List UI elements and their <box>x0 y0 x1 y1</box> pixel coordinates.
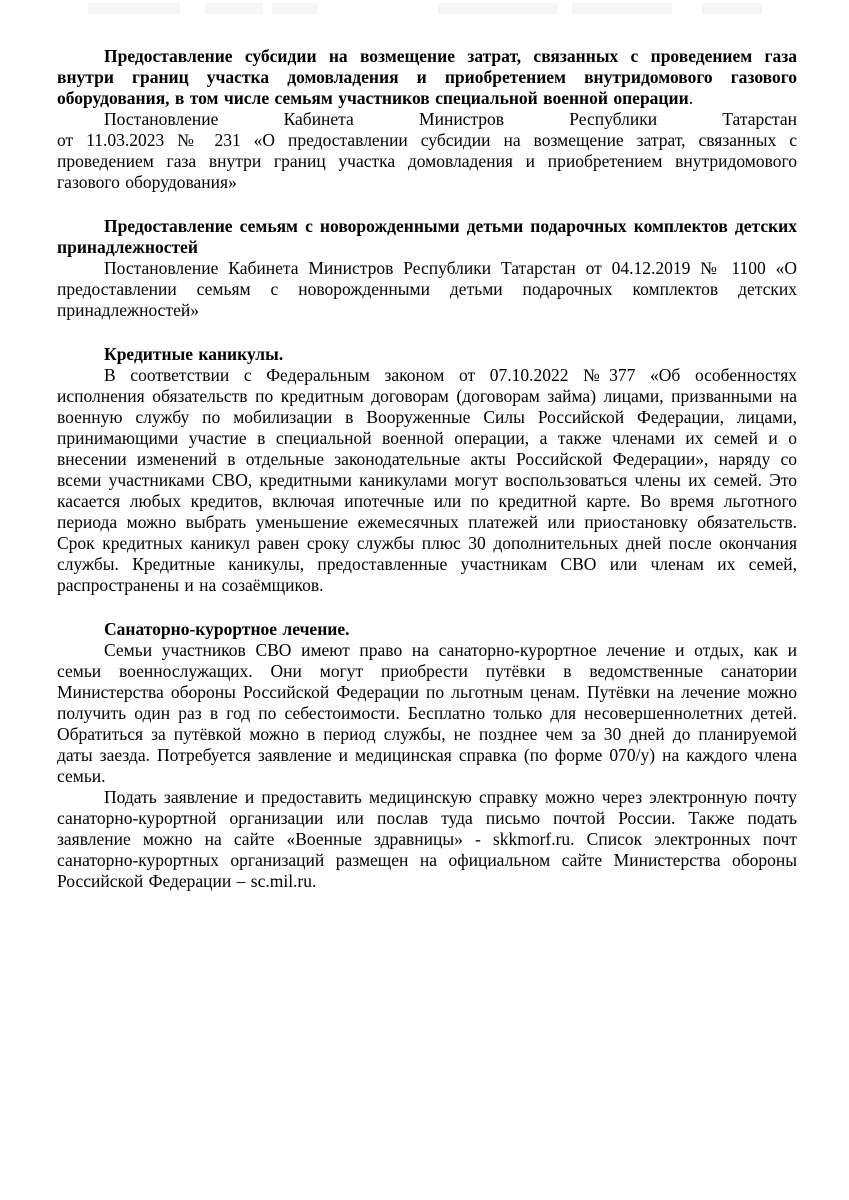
heading-credit-holidays: Кредитные каникулы. <box>104 344 284 364</box>
heading-sanatorium-treatment: Санаторно-курортное лечение. <box>104 619 350 639</box>
section-sanatorium-treatment <box>57 619 797 892</box>
paragraph-sanatorium-application: Подать заявление и предоставить медицинскую справку можно через электронную почту санаторно-курортной организации или послав туда письмо почтой России. Также подать заявление можно на сайте «Военные здравницы» - skkmorf.ru. Список электронных почт санаторно-курортных организаций размещен на официальном сайте Министерства обороны Российской Федерации – sc.mil.ru. <box>57 787 797 891</box>
remnant-fragment <box>572 3 672 14</box>
heading-gas-subsidy-text: Предоставление субсидии на возмещение затрат, связанных с проведением газа внутри границ участка домовладения и приобретением внутридомового газового оборудования, в том числе семьям участников специальной военной операции <box>57 46 797 108</box>
section-gas-subsidy <box>57 46 797 193</box>
paragraph-sanatorium-rights: Семьи участников СВО имеют право на санаторно-курортное лечение и отдых, как и семьи военнослужащих. Они могут приобрести путёвки в ведомственные санатории Министерства обороны Российской Федерации по льготным ценам. Путёвки на лечение можно получить один раз в год по себестоимости. Бесплатно только для несовершеннолетних детей. Обратиться за путёвкой можно в период службы, не позднее чем за 30 дней до планируемой даты заезда. Потребуется заявление и медицинская справка (по форме 070/у) на каждого члена семьи. <box>57 640 797 786</box>
paragraph-decree-1100: Постановление Кабинета Министров Республики Татарстан от 04.12.2019 № 1100 «О предоставлении семьям с новорожденными детьми подарочных комплектов детских принадлежностей» <box>57 258 797 320</box>
heading-gas-subsidy-period: . <box>688 88 694 108</box>
remnant-fragment <box>205 3 263 14</box>
section-credit-holidays <box>57 344 797 596</box>
document-body <box>57 46 797 892</box>
heading-gas-subsidy <box>57 46 797 109</box>
cropped-previous-line-remnant <box>0 0 849 16</box>
heading-newborn-kits: Предоставление семьям с новорожденными детьми подарочных комплектов детских принадлежностей <box>57 216 797 257</box>
remnant-fragment <box>438 3 558 14</box>
remnant-fragment <box>272 3 318 14</box>
paragraph-credit-holidays: В соответствии с Федеральным законом от 07.10.2022 №377 «Об особенностях исполнения обязательств по кредитным договорам (договорам займа) лицами, призванными на военную службу по мобилизации в Вооруженные Силы Российской Федерации, лицами, принимающими участие в специальной военной операции, а также членами их семей и о внесении изменений в отдельные законодательные акты Российской Федерации», наряду со всеми участниками СВО, кредитными каникулами могут воспользоваться члены их семей. Это касается любых кредитов, включая ипотечные или по кредитной карте. Во время льготного периода можно выбрать уменьшение ежемесячных платежей или приостановку обязательств. Срок кредитных каникул равен сроку службы плюс 30 дополнительных дней после окончания службы. Кредитные каникулы, предоставленные участникам СВО или членам их семей, распространены и на созаёмщиков. <box>57 365 797 595</box>
remnant-fragment <box>88 3 180 14</box>
paragraph-decree-231-rest: от 11.03.2023 № 231 «О предоставлении субсидии на возмещение затрат, связанных с проведением газа внутри границ участка домовладения и приобретением внутридомового газового оборудования» <box>57 130 797 192</box>
paragraph-decree-231-line1: Постановление Кабинета Министров Республики Татарстан <box>104 109 797 129</box>
remnant-fragment <box>702 3 762 14</box>
section-newborn-kits <box>57 216 797 321</box>
